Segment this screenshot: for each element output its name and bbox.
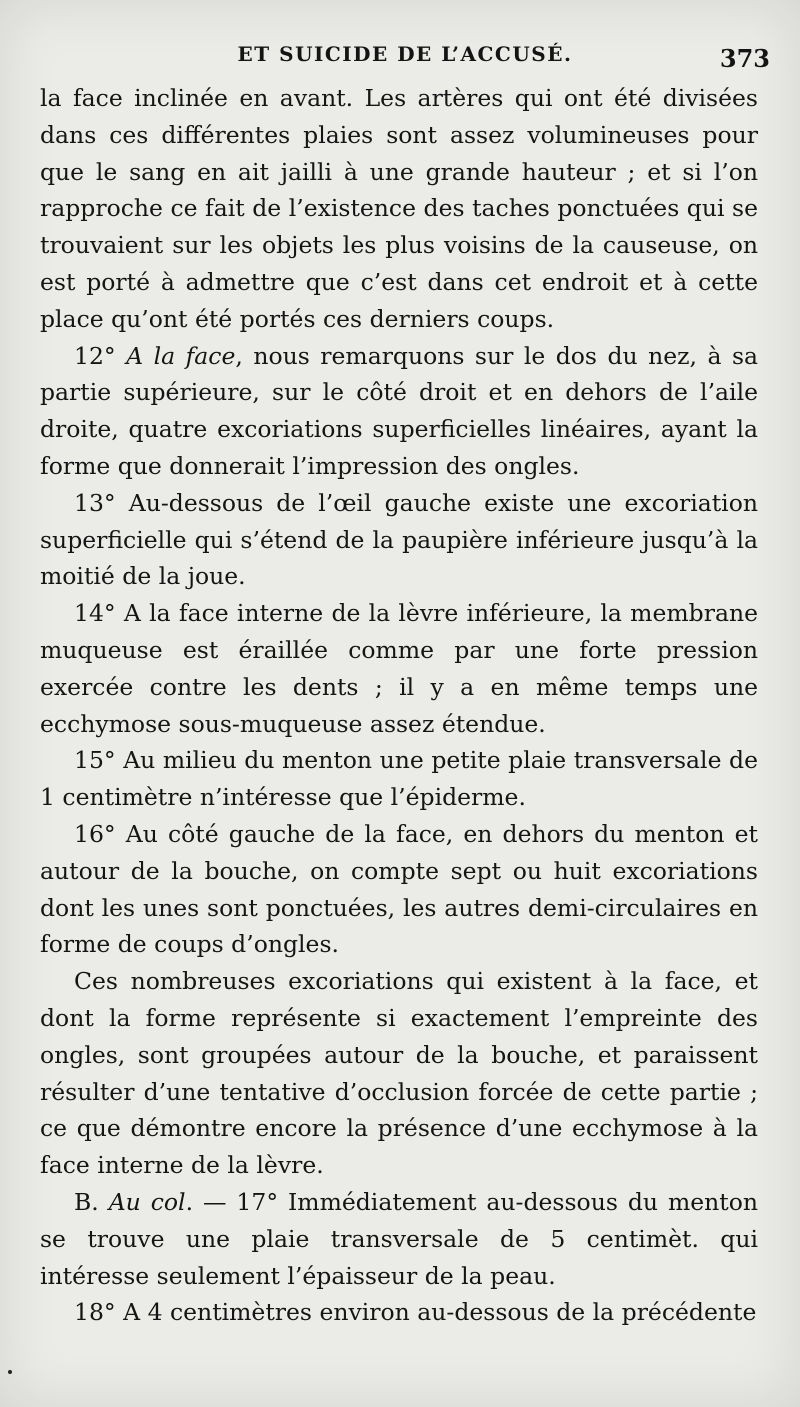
paragraph-item-14 bbox=[40, 595, 758, 742]
text-run: 14° A la face interne de la lèvre inférieure, la membrane muqueuse est éraillée comme par une forte pression exercée contre les dents ; il y a en même temps une ecchymose sous-muqueuse assez étendue. bbox=[40, 599, 758, 738]
text-run: 13° Au-dessous de l’œil gauche existe une excoriation superficielle qui s’étend de la paupière inférieure jusqu’à la moitié de la joue. bbox=[40, 488, 758, 591]
text-run: Ces nombreuses excoriations qui existent à la face, et dont la forme représente si exactement l’empreinte des ongles, sont groupées autour de la bouche, et paraissent résulter d’une tentative d’occlusion forcée de cette partie ; ce que démontre encore la présence d’une ecchymose à la face interne de la lèvre. bbox=[40, 967, 758, 1180]
paragraph-summary bbox=[40, 963, 758, 1184]
item-number: 12° bbox=[74, 341, 127, 370]
paragraph-item-13 bbox=[40, 485, 758, 595]
text-run: . — 17° Immédiatement au-dessous du menton se trouve une plaie transversale de 5 centimèt. qui intéresse seulement l’épaisseur de la peau. bbox=[40, 1187, 758, 1290]
text-run: , nous remarquons sur le dos du nez, à sa partie supérieure, sur le côté droit et en dehors de l’aile droite, quatre excoriations superficielles linéaires, ayant la forme que donnerait l’impression des ongles. bbox=[40, 341, 759, 480]
section-letter: B. bbox=[74, 1187, 109, 1216]
text-run: 18° A 4 centimètres environ au-dessous de la précédente bbox=[74, 1298, 757, 1327]
body-text bbox=[40, 80, 758, 1331]
text-run: la face inclinée en avant. Les artères qui ont été divisées dans ces différentes plaies sont assez volumineuses pour que le sang en ait jailli à une grande hauteur ; et si l’on rapproche ce fait de l’existence des taches ponctuées qui se trouvaient sur les objets les plus voisins de la causeuse, on est porté à admettre que c’est dans cet endroit et à cette place qu’ont été portés ces derniers coups. bbox=[40, 84, 758, 333]
paragraph-item-15 bbox=[40, 742, 758, 816]
text-run: 16° Au côté gauche de la face, en dehors du menton et autour de la bouche, on compte sept ou huit excoriations dont les unes sont ponctuées, les autres demi-circulaires en forme de coups d’ongles. bbox=[40, 819, 758, 959]
running-title: ET SUICIDE DE L’ACCUSÉ. bbox=[237, 42, 573, 66]
page-header bbox=[40, 38, 770, 74]
paragraph-item-16 bbox=[40, 816, 758, 963]
paragraph-continuation bbox=[40, 80, 758, 338]
section-heading-italic: Au col bbox=[108, 1187, 186, 1216]
scan-speck bbox=[8, 1370, 12, 1374]
page-number: 373 bbox=[719, 44, 770, 73]
section-heading-italic: A la face bbox=[126, 341, 236, 370]
paragraph-section-b bbox=[40, 1184, 758, 1294]
text-run: 15° Au milieu du menton une petite plaie transversale de 1 centimètre n’intéresse que l’épiderme. bbox=[40, 746, 758, 812]
paragraph-item-18 bbox=[40, 1294, 758, 1331]
paragraph-item-12 bbox=[40, 338, 758, 485]
